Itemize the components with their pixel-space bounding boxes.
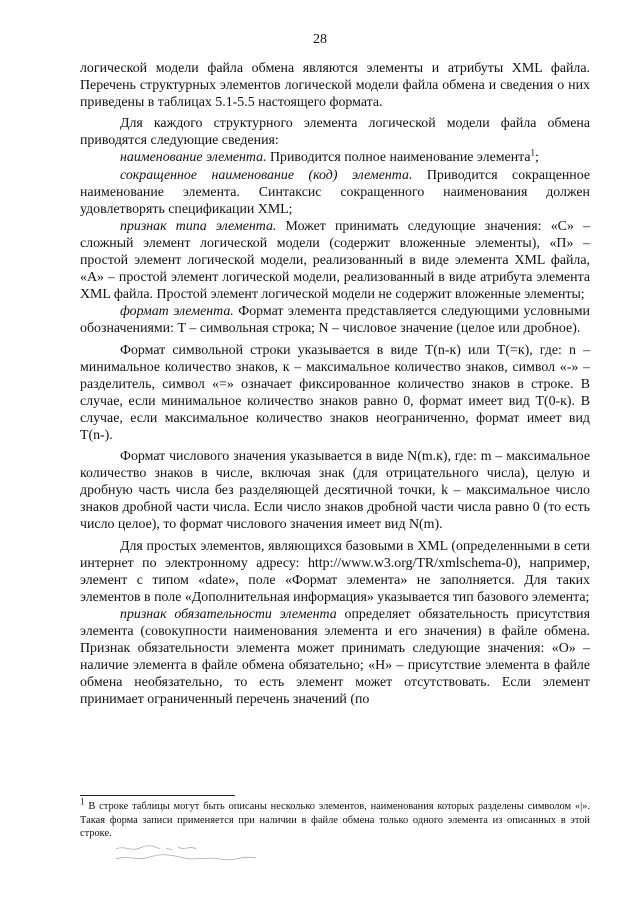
term: сокращенное наименование (код) элемента.	[120, 167, 413, 183]
paragraph: Формат символьной строки указывается в виде Т(n-к) или Т(=к), где: n – минимальное количество знаков, к – максимальное количество знаков, символ «-» – разделитель, символ «=» означает фиксированное количество знаков в строке. В случае, если минимальное количество знаков равно 0, формат имеет вид Т(0-к). В случае, если максимальное количество знаков неограниченно, формат имеет вид Т(n-).	[80, 342, 591, 443]
paragraph: логической модели файла обмена являются элементы и атрибуты XML файла. Перечень структурных элементов логической модели файла обмена и сведения о них приведены в таблицах 5.1-5.5 настоящего формата.	[80, 61, 590, 111]
list-item-format: формат элемента. Формат элемента представляется следующими условными обозначениями: Т – символьная строка; N – числовое значение (целое или дробное).	[80, 304, 590, 337]
paragraph: Для простых элементов, являющихся базовыми в XML (определенными в сети интернет по электронному адресу: http://www.w3.org/TR/xmlschema-0), например, элемент с типом «date», поле «Формат элемента» не заполняется. Для таких элементов в поле «Дополнительная информация» указывается тип базового элемента;	[80, 538, 590, 605]
page-number: 28	[313, 32, 327, 47]
footnote	[80, 796, 590, 841]
term: признак обязательности элемента	[120, 606, 337, 622]
term: формат элемента.	[120, 304, 234, 320]
list-item-required: признак обязательности элемента определяет обязательность присутствия элемента (совокупности наименования элемента и его значения) в файле обмена. Признак обязательности элемента может принимать следующие значения: «О» – наличие элемента в файле обмена обязательно; «Н» – присутствие элемента в файле обмена необязательно, то есть элемент может отсутствовать. Если элемент принимает ограниченный перечень значений (по	[80, 606, 590, 708]
stamp-scribble	[110, 842, 270, 864]
footnote-separator	[80, 795, 235, 796]
list-item-code: сокращенное наименование (код) элемента. Приводится сокращенное наименование элемента. Синтаксис сокращенного наименования должен удовлетворять спецификации XML;	[80, 167, 591, 217]
body-text	[80, 60, 590, 708]
faded-stamp	[110, 842, 270, 867]
list-item-name: наименование элемента. Приводится полное наименование элемента$^1$;	[120, 147, 539, 166]
paragraph: Для каждого структурного элемента логической модели файла обмена приводятся следующие сведения:	[80, 116, 590, 149]
paragraph: Формат числового значения указывается в виде N(m.к), где: m – максимальное количество знаков в числе, включая знак (для отрицательного числа), целую и дробную часть числа без разделяющей десятичной точки, k – максимальное число знаков дробной части числа. Если число знаков дробной части числа равно 0 (то есть число целое), то формат числового значения имеет вид N(m).	[80, 449, 590, 533]
footnote-mark: 1	[80, 796, 85, 807]
footnote-text: В строке таблицы могут быть описаны несколько элементов, наименования которых разделены символом «|». Такая форма записи применяется при наличии в файле обмена только одного элемента из описанных в этой строке.	[80, 801, 590, 839]
footnote-ref: 1	[530, 147, 536, 158]
term: признак типа элемента.	[120, 218, 277, 234]
list-item-type: признак типа элемента. Может принимать следующие значения: «С» – сложный элемент логической модели (содержит вложенные элементы), «П» – простой элемент логической модели, реализованный в виде элемента XML файла, «А» – простой элемент логической модели, реализованный в виде атрибута элемента XML файла. Простой элемент логической модели не содержит вложенные элементы;	[80, 218, 590, 303]
term: наименование элемента.	[120, 150, 267, 166]
